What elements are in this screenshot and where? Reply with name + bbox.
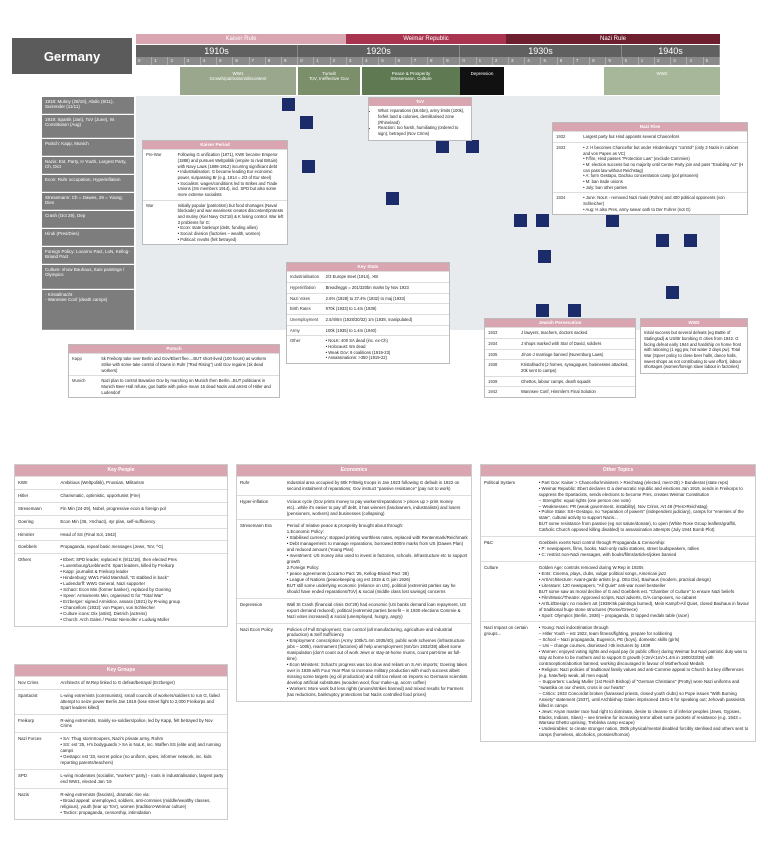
- putsch-box: [68, 344, 280, 398]
- period-ww1: WW1 Growth/patriotism/discontent: [180, 67, 296, 95]
- key-person-label: Stresemann: [15, 502, 57, 515]
- year-tick: 4: [687, 57, 703, 65]
- economics-topic-row: [237, 476, 471, 495]
- year-tick: 3: [671, 57, 687, 65]
- timeline-row-label: Culture: show Bauhaus, Itani paintings / Olympics: [42, 265, 134, 289]
- year-tick: 0: [136, 57, 152, 65]
- key-group-label: Spartacist: [15, 689, 57, 714]
- key-person-label: KWII: [15, 476, 57, 489]
- key-stat-text: 2.6% (1928) to 37.4% (1932) to maj (1933): [323, 293, 449, 304]
- timeline-row-label: - Kristallnacht - Wannsee Conf (death camps): [42, 290, 134, 330]
- nazi-rise-text: • J: H becomes Chancellor but under Hindenburg's "control" (only 3 Nazis in cabinet and von Papen as VC) • F/fire, Hind passes "Protection Law" (exclude Commies) • M: election success but no majority until Centre Party join and pass "Enabling Act" (H can pass law without Reichstag) • A: form Gestapo, Dachau concentration camp (pol prisoners) • M: ban trade unions • July: ban other parties: [580, 142, 747, 192]
- nazi-rise-year: 1934: [553, 193, 580, 215]
- key-person-row: [15, 489, 227, 502]
- jewish-event-label: 1934: [485, 338, 518, 349]
- ww2-text: Initial success but several defeats (eg Battle of Stalingrad) & US/Br bombing G cities from 1942. G facing defeat early 1944 and hardship on home front with rationing (1 egg pw, hot water 2 days pw). Total War (Speer policy to close beer halls, dance halls, sweet shops as not contributing to war effort), labour shortages (women/foreign slave labour in factories): [644, 330, 742, 370]
- ww2-box: [640, 318, 748, 374]
- key-stats-box: [286, 262, 450, 364]
- economics-topic-text: Industrial area occupied by 60k Fr/Belg troops in Jan 1923 following G default in 1922 on second instalment of reparations; Gov instruct "passive resistance" (pay not to work): [284, 476, 471, 495]
- year-tick: 5: [217, 57, 233, 65]
- timeline-event-marker: [436, 140, 449, 153]
- economics-topic-row: [237, 520, 471, 598]
- economics-topic-text: Period of relative peace & prosperity brought about through: 1.Economic Policy: • Stabilised currency: stopped printing worthless notes, replaced with Rentenmark/Reichmark • Debt management: to manage reparations, borrowed 800m marks from US (Dawes Plan) and reduced amount (Young Plan) • Investment: US money also used to invest in factories, schools, infrastructure etc to support growth 2.Foreign Policy: * peace agreements (Locarno Pact '25, Kellog-Briand Pact '28) • League of Nations (peacekeeping org est 1919 & G join 1926) BUT still some underlying economic (reliance on US), political (extremist parties say he should have ended reparations/ToV) & social (middle class lost savings) concerns: [284, 520, 471, 598]
- year-tick: 4: [525, 57, 541, 65]
- key-stat-text: • NoLK: 400 SA dead (inc. ex-Ch) • Holocaust: 6m dead • Weak Gov: 9 coalitions (1919-23) • Assassinations: >350 (1919-22): [323, 336, 449, 363]
- other-topics-header: Other Topics: [481, 465, 755, 476]
- key-stat-text: 2/3 Europe steel (1914), >Br: [323, 272, 449, 283]
- key-stat-label: Army: [287, 325, 323, 336]
- year-tick: 2: [331, 57, 347, 65]
- other-topic-text: Golden Age: controls removed during W.Rep in 1920s • Ents: Cinema, plays, clubs, vulgar political songs, American jazz • Art/Architecture: Avant-garde artists (e.g. Otto Dix), Bauhaus (modern, practical design) • Literature: 120 newspapers, "All Quiet" anti-war novel bestseller BUT some saw as moral decline of G and Goebbels est. "Chamber of Culture" to ensure Nazi beliefs • Film/Music/Theatre: Approved scripts, Nazi adverts, G/A composers, no cabaret • Art/Lit/Design: no modern art (1938<5k paintings burned), Mein Kampf>All Quiet, closed Bauhaus in favour of traditional huge stone structures (Rome/Greece) • Sport: Olympics (Berlin, 1936) – propaganda, G topped medals table (race!): [536, 562, 755, 622]
- key-stat-label: Hyperinflation: [287, 282, 323, 293]
- putsch-munich-label: Munich: [69, 376, 98, 398]
- other-topic-row: [481, 562, 755, 622]
- year-tick: 0: [298, 57, 314, 65]
- key-people-section: [14, 464, 228, 627]
- jewish-event-row: [485, 360, 635, 376]
- other-topic-label: P&C: [481, 537, 536, 562]
- key-person-text: Econ Min (36, >Schact), 4yr plan, self-sufficiency: [57, 515, 227, 528]
- timeline-event-marker: [300, 116, 313, 129]
- economics-topic-text: Wall St Crash (financial crisis Oct'29) had economic (US banks demand loan repayment, US export demand reduced), political (extremist parties benefit – in 1930 elections Commie & Nazi votes increased) & social (unemployed, hungry, angry): [284, 598, 471, 623]
- key-stat-text: 100k (1935) to 1.4m (1940): [323, 325, 449, 336]
- nazi-rise-text: • June: NoLK - removed Nazi rivals (Rohm) and 400 political opponents (von Schleicher) • Aug: H also Pres, army swear oath to Der Fuhrer (not G): [580, 193, 747, 215]
- timeline-row-label: Nazis: Est. Party, H Youth, Largest Party, Ch, Dict: [42, 157, 134, 174]
- timeline-event-marker: [386, 192, 399, 205]
- other-topic-label: Nazi Impact on certain groups...: [481, 622, 536, 741]
- year-tick: 7: [250, 57, 266, 65]
- other-topic-row: [481, 537, 755, 562]
- year-ticks: [136, 57, 720, 65]
- other-topic-text: Goebbels exerts Nazi control through Propaganda & Censorship: • P: newspapers, films, books, Nazi-only radio stations, street loudspeakers, rallies • C: restrict non-Nazi messages, with books/films/articles/jokes banned: [536, 537, 755, 562]
- putsch-kapp-text: 5k Freikorp take over Berlin and Gov/Ebert flee....BUT short-lived (100 hours) as workers strike with some take control of towns in Ruhr ("Red Rising") until Gov regains (1k dead workers): [98, 354, 279, 376]
- other-topic-text: • Young: Nazi indoctrination through – Hitler Youth – est 1922, team fitness/fighting, prepare for soldiering – School – Nazi propaganda, Eugenics, PE (boys), domestic skills (girls) – Uni – change courses, dismissed >3k lecturers by 1939 • Women: enjoyed voting rights and equal pay (in public office) during Weimar but Nazi patriotic duty was to stay at home to be mothers and to support G growth (<2m/<1m/>1.4m in 1900/33/39) with contraception/abortion banned, working discouraged in favour of Motherhood Medals • Religion: Nazi policies of traditional family values and anti-Commie appeal to Church but key differences (e.g. hate/help weak, all men equal) – Supporters: Ludwig Muller (1st Reich Bishop) of "German Christians" (Protty) wore Nazi uniforms and "swastika on our chests, cross in our hearts" – Critics: 1933 Concordat broken (harassed priests, closed youth clubs) so Pope issues "With Burning Anxiety" statement (1937), until Archbishop Galen imprisoned 1941-5 for speaking out; Jehovah passivists killed in camps • Jews: Aryan master race had right to dominate, desire to cleanse G of inferior peoples (Jews, Gypsies, Blacks, Indians, Slavs) – see timeline for increasing terror albeit some pockets of resistance (e.g. 1943 = Warsaw Ghetto uprising, Treblinka camp escape) • Undesirables: to create stronger nation, 350k physical/mental disabled forcibly sterilised and others sent to camps (homeless, alcoholics, prossies/homos): [536, 622, 755, 741]
- other-topic-text: • Part Gov: Kaiser > Chancellor/ministers > Reichstag (elected, men>25) > Bundesrat (state reps) • Weimar Republic: Ebert declares G a democratic republic and elections Jan 1919, sends in Freikorps to suppress the Spartacists, sends elections to become Pres, creates Weimar Constitution – Strengths: equal rights (one person one vote) – Weaknesses: PR (weak government, instability), Nov Crims, Art 48 (Pres>Reichstag) • Police State: SS+Gestapo, no "separation of powers" (independent judiciary), camps for "enemies of the state", cultural activity to support Nazis... BUT some resistance from passive (eg not salute/donate), to open (White Rose Group leaflets/graffiti, Catholic Church opposed killing disabled) to assassination attempts (July 1944 Bomb Plot): [536, 476, 755, 536]
- key-stat-row: [287, 314, 449, 325]
- economics-topic-label: Depression: [237, 598, 284, 623]
- key-person-row: [15, 554, 227, 626]
- economics-topic-row: [237, 598, 471, 623]
- year-tick: 6: [396, 57, 412, 65]
- key-stat-label: Other: [287, 336, 323, 363]
- key-stat-row: [287, 325, 449, 336]
- key-group-label: Nazis: [15, 788, 57, 818]
- key-stat-row: [287, 304, 449, 315]
- key-person-text: Fin Min (24-29), Nobel, progressive econ & foreign pol: [57, 502, 227, 515]
- economics-topic-label: Ruhr: [237, 476, 284, 495]
- key-group-label: Nazi Forces: [15, 733, 57, 770]
- key-stat-label: Nazi Votes: [287, 293, 323, 304]
- economics-header: Economics: [237, 465, 471, 476]
- year-tick: 5: [379, 57, 395, 65]
- timeline-row-label: Crash (Oct 29), Dep: [42, 211, 134, 228]
- decade-1920s: 1920s: [298, 45, 460, 57]
- timeline-event-marker: [466, 140, 479, 153]
- key-group-text: R-wing extremists, mainly ex-soldiers/police, led by Kapp, felt betrayed by Nov Crims: [57, 714, 227, 733]
- economics-topic-label: Nazi Econ Policy: [237, 623, 284, 701]
- other-topics-section: [480, 464, 756, 742]
- key-person-label: Others: [15, 554, 57, 626]
- key-group-row: [15, 689, 227, 714]
- key-person-text: Ambitious (Weltpolitik), Prussian, Militarism: [57, 476, 227, 489]
- era-kaiser: Kaiser Rule: [136, 34, 346, 44]
- key-stat-text: Bread/eggs = 201/320bn marks by Nov 1923: [323, 282, 449, 293]
- nazi-rise-year: 1932: [553, 132, 580, 143]
- other-topic-row: [481, 622, 755, 741]
- timeline-event-marker: [538, 250, 551, 263]
- key-stat-text: 970k (1933) to 1.4m (1939): [323, 304, 449, 315]
- year-tick: 1: [152, 57, 168, 65]
- economics-section: [236, 464, 472, 702]
- jewish-event-text: J shops marked with Star of David, soldiers: [518, 338, 635, 349]
- tov-box: [368, 97, 472, 141]
- tov-header: ToV: [369, 98, 471, 106]
- key-people-header: Key People: [15, 465, 227, 476]
- year-tick: 7: [574, 57, 590, 65]
- key-person-row: [15, 541, 227, 554]
- putsch-header: Putsch: [69, 345, 279, 353]
- key-stat-row: [287, 282, 449, 293]
- key-stat-text: 2.5/4/6m (1928/30/32) 1m (1938, manipulated): [323, 314, 449, 325]
- year-tick: 3: [185, 57, 201, 65]
- key-person-label: Hitler: [15, 489, 57, 502]
- economics-topic-label: Hyper-inflation: [237, 495, 284, 520]
- nazi-rise-box: [552, 122, 748, 215]
- key-person-row: [15, 515, 227, 528]
- key-groups-section: [14, 664, 228, 820]
- other-topic-label: Political System: [481, 476, 536, 536]
- key-group-text: L-wing moderates (socialist, "workers" party) - roots in industrialisation, largest party end WW1, elected Jan '19: [57, 770, 227, 789]
- year-tick: 9: [444, 57, 460, 65]
- tov-what: • What: reparations (£6.6bn), army limits (100k), forfeit land & colonies, demilitarised zone (Rhineland): [378, 108, 467, 125]
- timeline-row-label: Hindi (Pres/Dies): [42, 229, 134, 246]
- key-group-row: [15, 733, 227, 770]
- year-tick: 1: [639, 57, 655, 65]
- ww2-header: WW2: [641, 319, 747, 327]
- decade-1930s: 1930s: [460, 45, 622, 57]
- jewish-event-text: J/non-J marriage banned (Nuremburg Laws): [518, 349, 635, 360]
- period-tumult: Tumult ToV, Ineffective Gov: [298, 67, 360, 95]
- year-tick: 3: [509, 57, 525, 65]
- period-peace: Peace & Prosperity Stresemann. Culture: [362, 67, 460, 95]
- year-tick: 9: [606, 57, 622, 65]
- jewish-header: Jewish Persecution: [485, 319, 635, 327]
- timeline-event-marker: [302, 160, 315, 173]
- key-person-text: • Ebert: SPD leader, replaced K (9/11/18), then elected Pres • Luxembourg/Liebknecht: Spart leaders, killed by Freikorp • Kapp: journalist & Freikorp leader • Hindenburg: WW1 Field Marshall, "G stabbed in back" • Ludendorff: WW1 General, Nazi supporter • Schact: Econ Min (former banker), replaced by Goering • Speer: Armaments Min, organised G for "Total War" • Erzberger: signed Armistice, assass (1921) by R-wing group • Chancellors (1932): von Papen, von Schleicher • Culture icons: Dix (artist), Dietrich (actress) • Church: Arch Galen / Pastor Niemoller v Ludwig Muller: [57, 554, 227, 626]
- key-stats-header: Key Stats: [287, 263, 449, 271]
- kaiser-header: Kaiser Period: [143, 141, 287, 149]
- jewish-event-label: 1938: [485, 360, 518, 376]
- timeline-row-label: Putsch: Kapp, Munich: [42, 139, 134, 156]
- key-person-row: [15, 476, 227, 489]
- nazi-rise-year: 1933: [553, 142, 580, 192]
- year-tick: 8: [428, 57, 444, 65]
- economics-topic-row: [237, 495, 471, 520]
- year-tick: 0: [623, 57, 639, 65]
- timeline-row-label: 1918: Mutiny (28/10), Abdic (9/11), Surrender (11/11): [42, 97, 134, 114]
- jewish-persecution-box: [484, 318, 636, 398]
- timeline-event-marker: [684, 234, 697, 247]
- nazi-rise-header: Nazi Rise: [553, 123, 747, 131]
- key-group-text: Architects of W.Rep linked to G defeat/betrayal (Erzberger): [57, 676, 227, 689]
- year-tick: 4: [363, 57, 379, 65]
- period-depression: Depression: [460, 67, 504, 95]
- jewish-event-row: [485, 387, 635, 397]
- key-group-row: [15, 714, 227, 733]
- key-group-label: Nov Crims: [15, 676, 57, 689]
- year-tick: 8: [266, 57, 282, 65]
- timeline-row-label: 1919: Spartik (Jan), ToV (June), W. Constitution (Aug): [42, 115, 134, 138]
- tov-reaction: • Reaction: too harsh, humiliating (ordered to sign), betrayed (Nov Crims): [378, 125, 467, 136]
- year-tick: 2: [655, 57, 671, 65]
- jewish-event-label: 1942: [485, 387, 518, 397]
- economics-topic-text: Vicious cycle (Gov prints money to pay workers/reparations > prices up > print money etc)...while it's easier to pay off debt, it has winners (landowners, industrialists) and losers (pensioners, workers) and businesses (collapsing): [284, 495, 471, 520]
- jewish-event-text: Kristallnacht (J homes, synagogues, businesses attacked, 20k sent to camps): [518, 360, 635, 376]
- key-stat-label: Birth Rates: [287, 304, 323, 315]
- timeline-event-marker: [536, 214, 549, 227]
- key-stat-label: Unemployment: [287, 314, 323, 325]
- key-group-row: [15, 676, 227, 689]
- key-stat-row: [287, 272, 449, 283]
- year-tick: 2: [493, 57, 509, 65]
- year-tick: 5: [541, 57, 557, 65]
- jewish-event-text: Ghettos, labour camps, death squads: [518, 376, 635, 387]
- kaiser-war-label: War: [143, 200, 175, 244]
- kaiser-prewar-label: Pre-War: [143, 150, 175, 200]
- year-tick: 8: [590, 57, 606, 65]
- year-tick: 1: [477, 57, 493, 65]
- other-topic-row: [481, 476, 755, 536]
- year-tick: 5: [704, 57, 720, 65]
- key-stat-row: [287, 293, 449, 304]
- year-tick: 6: [558, 57, 574, 65]
- key-person-row: [15, 528, 227, 541]
- jewish-event-row: [485, 338, 635, 349]
- key-group-row: [15, 788, 227, 818]
- timeline-event-marker: [666, 286, 679, 299]
- other-topic-label: Culture: [481, 562, 536, 622]
- year-tick: 3: [347, 57, 363, 65]
- year-tick: 1: [314, 57, 330, 65]
- key-person-label: Himmler: [15, 528, 57, 541]
- key-person-row: [15, 502, 227, 515]
- era-nazi: Nazi Rule: [506, 34, 720, 44]
- key-group-text: • SA: Thug stormtroopers, Nazi's private army, Rohm • SS: est '25, H's bodyguards > SA in NoLK, inc. Waffen SS (elite unit) and running camps • Gestapo: est '33, secret police (no uniform, spies, informer network, inc. kids reporting parents/teachers): [57, 733, 227, 770]
- key-group-text: L-wing extremists (communists), small councils of workers/soldiers to run G, failed attempt to seize power Berlin Jan 1919 (lose street fight to 2,000 Freikorps and Spart leaders killed): [57, 689, 227, 714]
- year-tick: 6: [233, 57, 249, 65]
- timeline-row-label: Stresemann: Ch = Dawes, 29 = Young; Dies: [42, 193, 134, 210]
- key-group-text: R-wing extremists (fascists), dramatic rise via: • Broad appeal: unemployed, soldiers, anti-commies (middle/wealthy classes, religious), youth (tear up ToV), women (tradition>Weimar culture) • Tactics: propaganda, censorship, intimidation: [57, 788, 227, 818]
- timeline-event-marker: [514, 214, 527, 227]
- kaiser-period-box: [142, 140, 288, 245]
- timeline-row-label: Foreign Policy: Locarno Pact, LoN, Kellog-Briand Pact: [42, 247, 134, 264]
- jewish-event-row: [485, 328, 635, 339]
- era-weimar: Weimar Republic: [346, 34, 506, 44]
- decade-1940s: 1940s: [622, 45, 720, 57]
- putsch-munich-text: Nazi plan to control Bavarian Gov by marching on Munich then Berlin...BUT politicians in Munich Beer Hall refuse, gun battle with police mean 16 dead Nazis and arrest of Hitler and Ludendorf: [98, 376, 279, 398]
- key-person-label: Goebbels: [15, 541, 57, 554]
- jewish-event-label: 1933: [485, 328, 518, 339]
- timeline-event-marker: [568, 304, 581, 317]
- timeline-event-marker: [656, 234, 669, 247]
- period-ww2: WW2: [604, 67, 720, 95]
- timeline-row-label: Econ: Ruhr occupation, Hyperinflation: [42, 175, 134, 192]
- kaiser-prewar-text: Following G unification (1871), KWII became Emperor (1888) and pursues Weltpolitik (empire to rival Britain) with Navy Laws (1898-1912) incurring significant debt • Industrialisation: G became leading Eur economic power, surpassing Br (e.g. 1914 = 2/3 of Eur steel) • Socialism: wages/conditions led to strikes and Trade Unions (3m members 1914), incl. SPD but also some more extreme socialists: [175, 150, 287, 200]
- year-tick: 0: [460, 57, 476, 65]
- year-tick: 2: [168, 57, 184, 65]
- jewish-event-label: 1939: [485, 376, 518, 387]
- timeline-event-marker: [606, 214, 619, 227]
- nazi-rise-text: Largest party but Hind appoints several Chancellors: [580, 132, 747, 143]
- key-person-text: Head of SS (Final Sol, 1942): [57, 528, 227, 541]
- kaiser-war-text: Initially popular (patriotism) but food shortages (Naval blockade) and war weariness creates discontent/protests and mutiny (Kiel Navy Oct'18) & K losing control. War left 3 problems for G: • Econ: state bankrupt (debt, funding allies) • Social: division (factories – wealth, women) • Political: revolts (felt betrayed): [175, 200, 287, 244]
- putsch-kapp-label: Kapp: [69, 354, 98, 376]
- jewish-event-text: J lawyers, teachers, doctors sacked: [518, 328, 635, 339]
- key-person-label: Goering: [15, 515, 57, 528]
- jewish-event-row: [485, 349, 635, 360]
- key-group-row: [15, 770, 227, 789]
- key-stat-row: [287, 336, 449, 363]
- key-group-label: Freikorp: [15, 714, 57, 733]
- jewish-event-text: Wannsee Conf, Himmler's Final Solution: [518, 387, 635, 397]
- page-title: Germany: [12, 38, 132, 74]
- timeline-event-marker: [536, 304, 549, 317]
- economics-topic-label: Stresemann Era: [237, 520, 284, 598]
- key-group-label: SPD: [15, 770, 57, 789]
- key-person-text: Charismatic, optimistic, opportunist (Fire): [57, 489, 227, 502]
- key-groups-header: Key Groups: [15, 665, 227, 676]
- economics-topic-text: Policies of Full Employment, Gov control (all manufacturing, agriculture and industrial production) & Self Sufficiency • Employment: conscription (Army 100k/1.4m 1935/40), public work schemes (infrastructure jobs – 100k), rearmament (factories) all help unemployment (6m/1m 1932/38) albeit some manipulation (don't count out of work Jews or stay-at-home mums, count part-time as full-time) • Econ Ministers: Schact's progress was too slow and reliant on S.Am imports; Goering takes over in 1936 with Four Year Plan to increase military production with much success albeit missing some targets (eg oil production) and still too reliant on imports so Germans scientists develop artificial substitutes (wooden wool, flour make-up, acorn coffee) • Workers: More work but less rights (unions/strikes banned) and mixed results for Farmers (tax reductions, bankruptcy protections but Nazis controlled food prices): [284, 623, 471, 701]
- timeline-event-marker: [282, 98, 295, 111]
- key-person-text: Propaganda, repeal basic messages (Jews, ToV, ^G): [57, 541, 227, 554]
- jewish-event-row: [485, 376, 635, 387]
- year-tick: 9: [282, 57, 298, 65]
- year-tick: 7: [412, 57, 428, 65]
- key-stat-label: Industrialisation: [287, 272, 323, 283]
- year-tick: 4: [201, 57, 217, 65]
- economics-topic-row: [237, 623, 471, 701]
- jewish-event-label: 1935: [485, 349, 518, 360]
- decade-1910s: 1910s: [136, 45, 298, 57]
